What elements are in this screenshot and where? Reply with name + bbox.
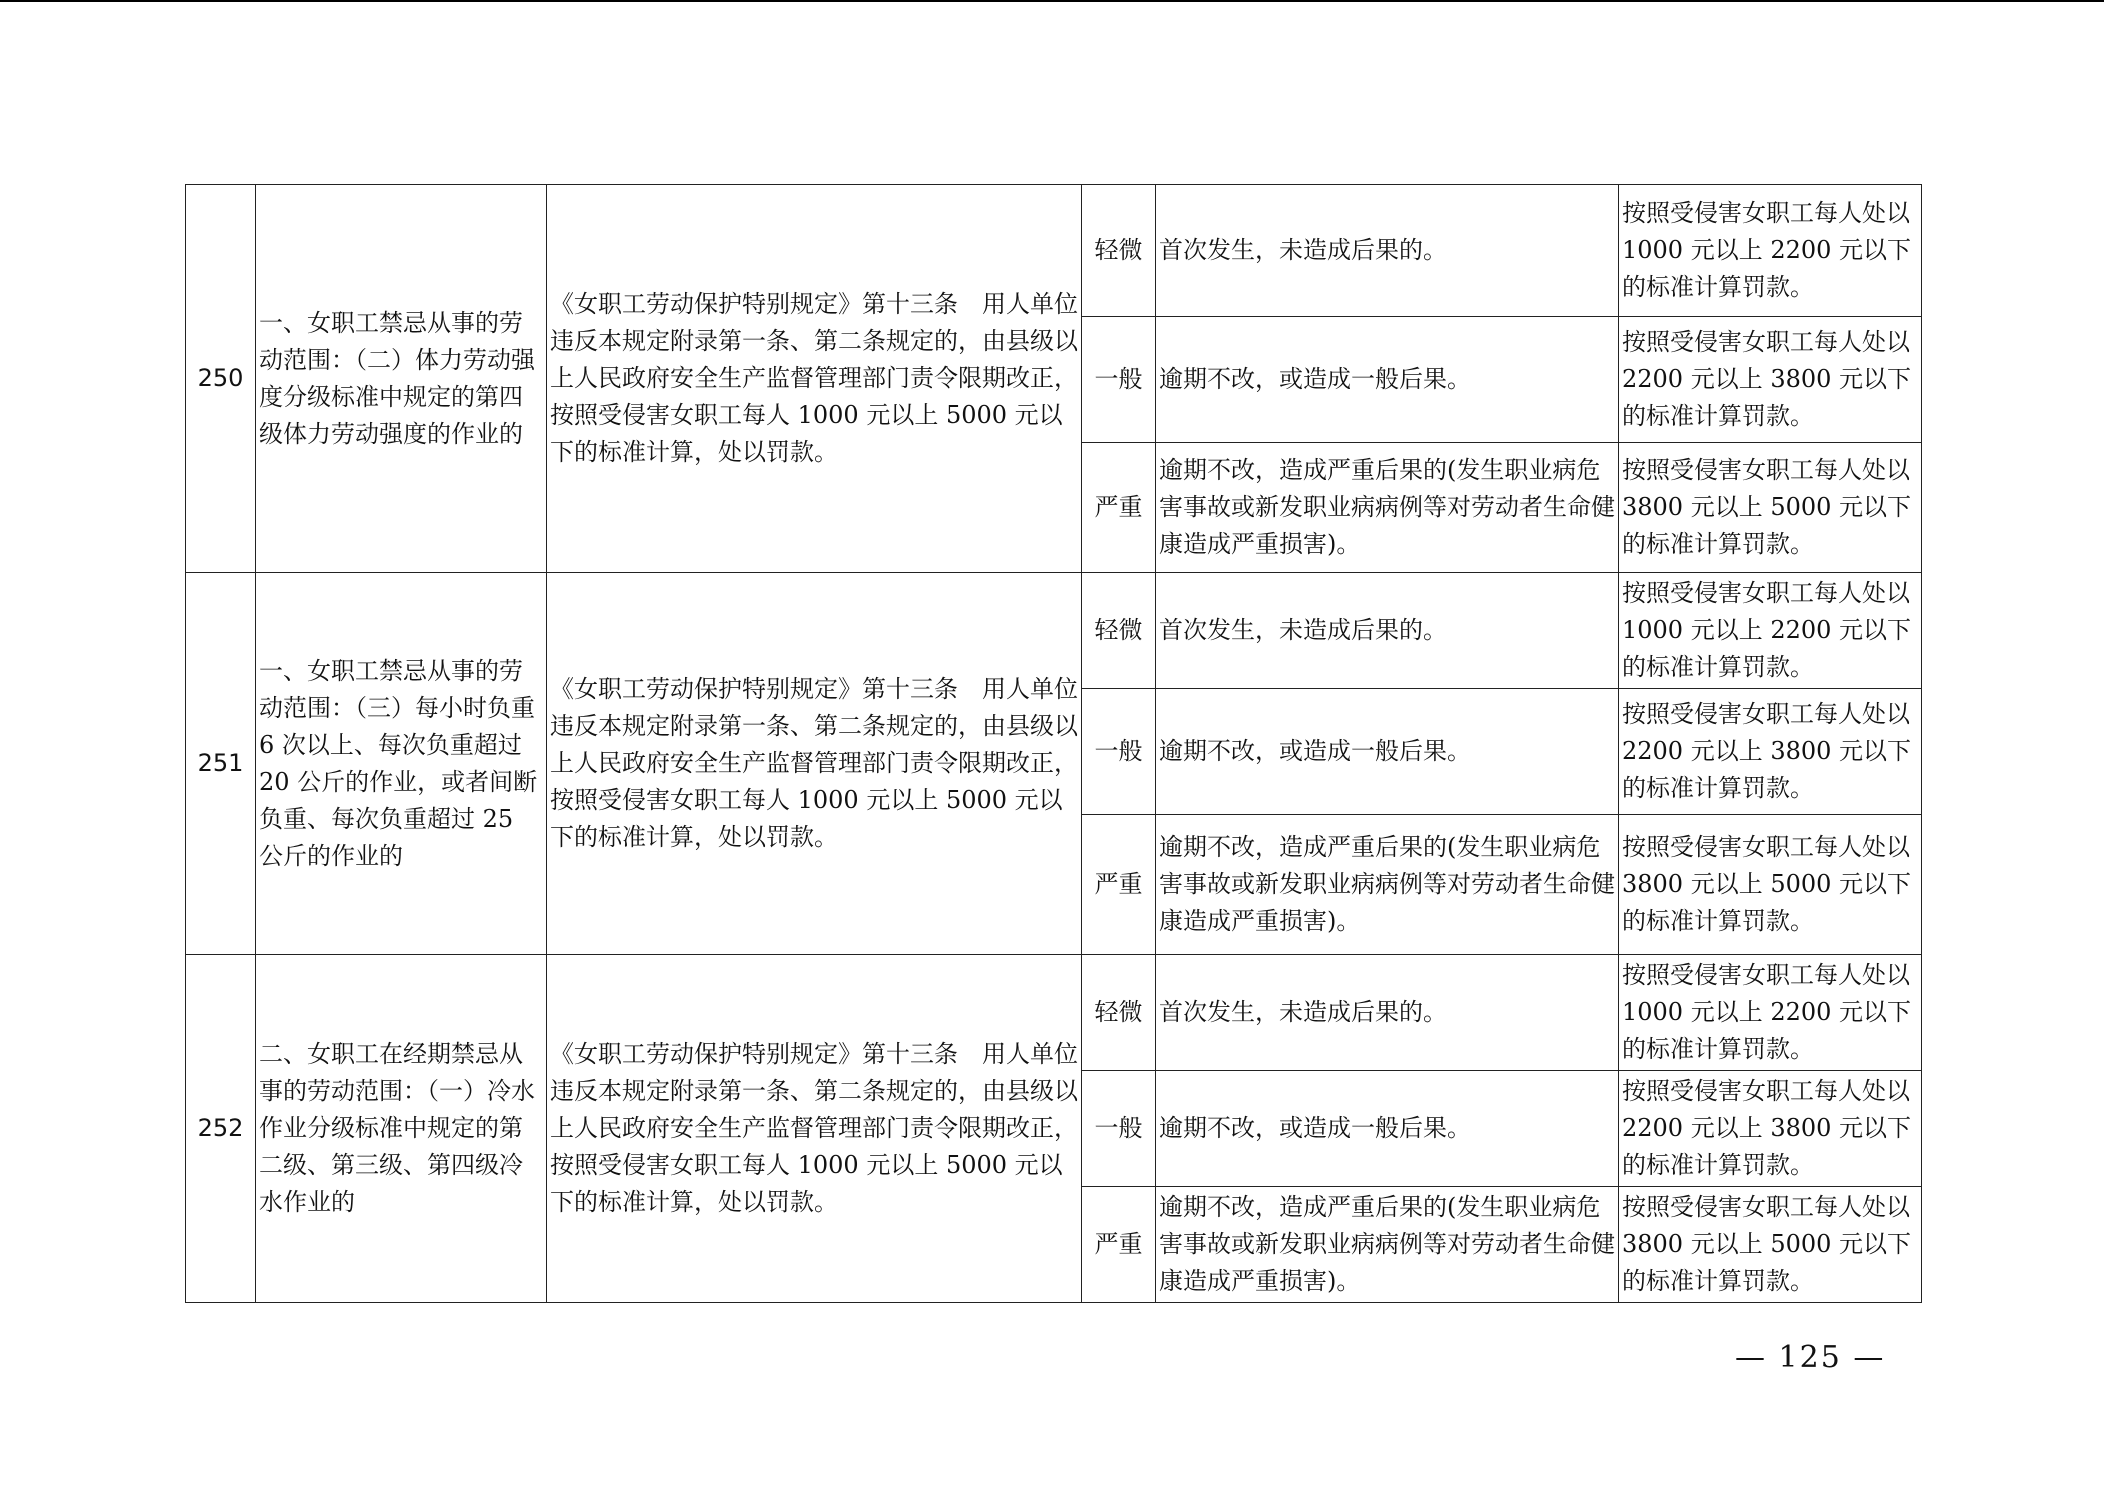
- penalty-table: [185, 184, 1922, 1303]
- violation-item: 一、女职工禁忌从事的劳动范围：（二）体力劳动强度分级标准中规定的第四级体力劳动强度的作业的: [256, 185, 547, 573]
- table-row: [186, 185, 1922, 317]
- item-number: 251: [186, 573, 256, 955]
- item-number: 250: [186, 185, 256, 573]
- severity-level: 严重: [1082, 815, 1156, 955]
- penalty-standard: 按照受侵害女职工每人处以 2200 元以上 3800 元以下的标准计算罚款。: [1619, 1071, 1922, 1187]
- severity-level: 轻微: [1082, 185, 1156, 317]
- severity-level: 严重: [1082, 443, 1156, 573]
- severity-level: 一般: [1082, 1071, 1156, 1187]
- penalty-standard: 按照受侵害女职工每人处以 2200 元以上 3800 元以下的标准计算罚款。: [1619, 689, 1922, 815]
- condition: 首次发生，未造成后果的。: [1156, 185, 1619, 317]
- condition: 逾期不改，或造成一般后果。: [1156, 317, 1619, 443]
- condition: 逾期不改，造成严重后果的(发生职业病危害事故或新发职业病病例等对劳动者生命健康造成严重损害)。: [1156, 815, 1619, 955]
- penalty-standard: 按照受侵害女职工每人处以 1000 元以上 2200 元以下的标准计算罚款。: [1619, 955, 1922, 1071]
- condition: 逾期不改，或造成一般后果。: [1156, 1071, 1619, 1187]
- page-number: — 125 —: [1735, 1340, 1886, 1375]
- penalty-standard: 按照受侵害女职工每人处以 1000 元以上 2200 元以下的标准计算罚款。: [1619, 185, 1922, 317]
- condition: 逾期不改，造成严重后果的(发生职业病危害事故或新发职业病病例等对劳动者生命健康造成严重损害)。: [1156, 1187, 1619, 1303]
- legal-basis: 《女职工劳动保护特别规定》第十三条 用人单位违反本规定附录第一条、第二条规定的，由县级以上人民政府安全生产监督管理部门责令限期改正，按照受侵害女职工每人 1000 元以上 5000 元以下的标准计算，处以罚款。: [547, 573, 1082, 955]
- item-number: 252: [186, 955, 256, 1303]
- severity-level: 轻微: [1082, 573, 1156, 689]
- condition: 首次发生，未造成后果的。: [1156, 955, 1619, 1071]
- condition: 逾期不改，造成严重后果的(发生职业病危害事故或新发职业病病例等对劳动者生命健康造成严重损害)。: [1156, 443, 1619, 573]
- violation-item: 二、女职工在经期禁忌从事的劳动范围：（一）冷水作业分级标准中规定的第二级、第三级、第四级冷水作业的: [256, 955, 547, 1303]
- condition: 逾期不改，或造成一般后果。: [1156, 689, 1619, 815]
- violation-item: 一、女职工禁忌从事的劳动范围：（三）每小时负重 6 次以上、每次负重超过 20 公斤的作业，或者间断负重、每次负重超过 25 公斤的作业的: [256, 573, 547, 955]
- penalty-standard: 按照受侵害女职工每人处以 1000 元以上 2200 元以下的标准计算罚款。: [1619, 573, 1922, 689]
- legal-basis: 《女职工劳动保护特别规定》第十三条 用人单位违反本规定附录第一条、第二条规定的，由县级以上人民政府安全生产监督管理部门责令限期改正，按照受侵害女职工每人 1000 元以上 5000 元以下的标准计算，处以罚款。: [547, 185, 1082, 573]
- severity-level: 严重: [1082, 1187, 1156, 1303]
- condition: 首次发生，未造成后果的。: [1156, 573, 1619, 689]
- penalty-standard: 按照受侵害女职工每人处以 3800 元以上 5000 元以下的标准计算罚款。: [1619, 443, 1922, 573]
- penalty-standard: 按照受侵害女职工每人处以 2200 元以上 3800 元以下的标准计算罚款。: [1619, 317, 1922, 443]
- severity-level: 一般: [1082, 317, 1156, 443]
- table-row: [186, 955, 1922, 1071]
- top-border-line: [0, 0, 2104, 2]
- penalty-standard: 按照受侵害女职工每人处以 3800 元以上 5000 元以下的标准计算罚款。: [1619, 815, 1922, 955]
- severity-level: 轻微: [1082, 955, 1156, 1071]
- table-row: [186, 573, 1922, 689]
- penalty-standard: 按照受侵害女职工每人处以 3800 元以上 5000 元以下的标准计算罚款。: [1619, 1187, 1922, 1303]
- legal-basis: 《女职工劳动保护特别规定》第十三条 用人单位违反本规定附录第一条、第二条规定的，由县级以上人民政府安全生产监督管理部门责令限期改正，按照受侵害女职工每人 1000 元以上 5000 元以下的标准计算，处以罚款。: [547, 955, 1082, 1303]
- severity-level: 一般: [1082, 689, 1156, 815]
